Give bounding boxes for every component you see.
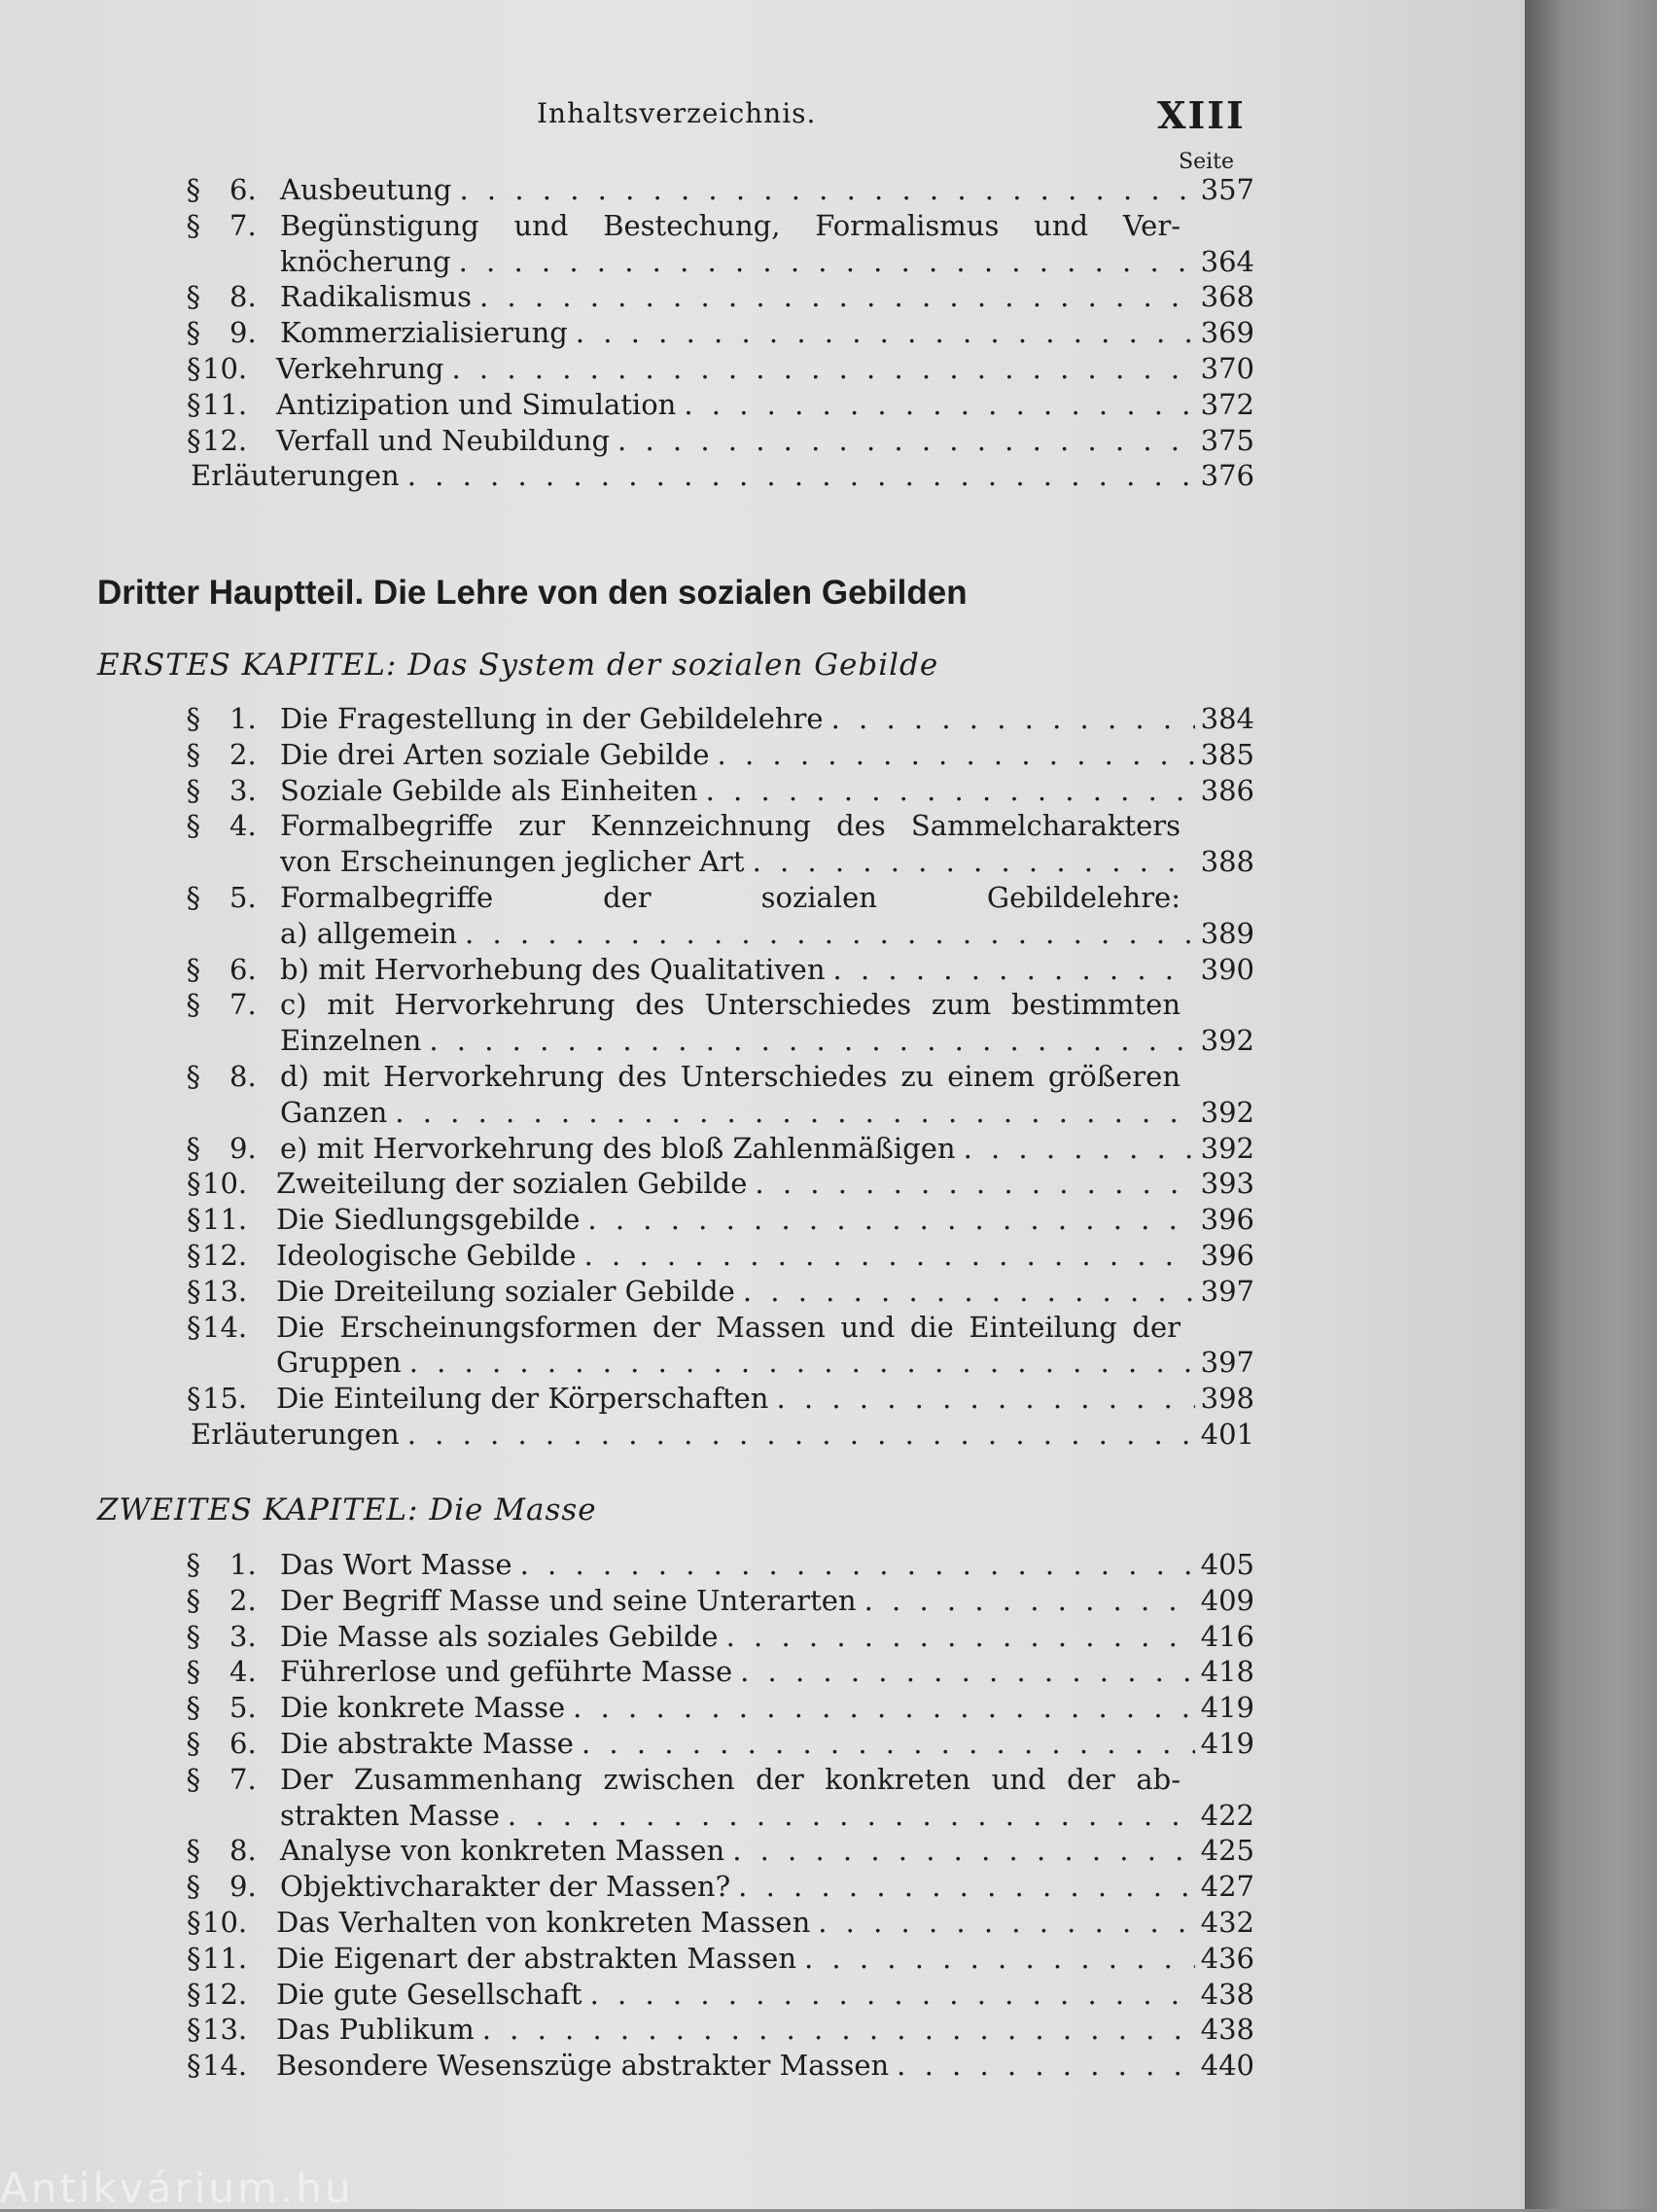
entry-title-line: [280, 702, 1254, 735]
entry-page: 386: [1200, 773, 1254, 807]
entry-title-line: [280, 845, 1254, 878]
entry-title: Die abstrakte Masse: [280, 1727, 574, 1760]
dot-leader: [574, 1727, 1195, 1760]
entry-page: 370: [1200, 352, 1254, 385]
entry-title: Die Masse als soziales Gebilde: [280, 1619, 719, 1653]
section-symbol: §: [187, 1977, 201, 2011]
entry-title-line: [280, 1620, 1254, 1653]
dot-leader: [824, 702, 1195, 735]
section-number: 4.: [229, 809, 257, 843]
section-number: 3.: [229, 1619, 257, 1653]
entry-page: 398: [1200, 1382, 1254, 1416]
section-symbol: §: [186, 1619, 200, 1653]
section-number: 5.: [229, 881, 257, 914]
entry-title-line: [276, 2013, 1254, 2046]
entry-title-continued: strakten Masse: [280, 1798, 500, 1832]
chapter-heading-1: ERSTES KAPITEL: Das System der sozialen Gebilde: [97, 648, 939, 683]
section-number: 4.: [229, 1655, 257, 1689]
dot-leader: [577, 1239, 1195, 1272]
entry-title-line: [280, 1132, 1254, 1165]
entry-title: Analyse von konkreten Massen: [280, 1834, 725, 1868]
entry-title: Verkehrung: [276, 352, 444, 385]
entry-title: Antizipation und Simulation: [276, 387, 677, 421]
dot-leader: [400, 1418, 1195, 1451]
entry-title: Verfall und Neubildung: [276, 423, 611, 457]
section-symbol: §: [186, 881, 200, 914]
entry-title-line: [280, 316, 1254, 349]
dot-leader: [745, 845, 1195, 878]
dot-leader: [796, 1942, 1195, 1975]
entry-title: Radikalismus: [280, 280, 472, 314]
section-number: 15.: [202, 1382, 248, 1416]
section-symbol: §: [187, 1906, 201, 1939]
entry-title: Das Verhalten von konkreten Massen: [276, 1906, 811, 1939]
dot-leader: [512, 1548, 1195, 1581]
dot-leader: [451, 173, 1194, 206]
entry-title-line: [280, 1691, 1254, 1724]
section-number: 9.: [229, 1131, 257, 1165]
entry-title: Die Eigenart der abstrakten Massen: [276, 1941, 796, 1975]
section-number: 11.: [202, 1203, 248, 1237]
running-title: Inhaltsverzeichnis.: [537, 97, 817, 129]
section-number: 9.: [229, 316, 257, 350]
section-number: 2.: [229, 1583, 257, 1617]
section-number: 7.: [229, 1762, 257, 1796]
entry-title-line: [276, 1346, 1254, 1379]
entry-title: Das Publikum: [276, 2013, 475, 2047]
section-number: 6.: [229, 952, 257, 986]
entry-title: Die gute Gesellschaft: [276, 1977, 582, 2011]
entry-title-line: [280, 738, 1254, 771]
entry-title: Kommerzialisierung: [280, 316, 568, 350]
entry-title-line: [280, 1727, 1254, 1760]
chapter-heading-2: ZWEITES KAPITEL: Die Masse: [97, 1492, 597, 1527]
entry-page: 416: [1200, 1619, 1254, 1653]
entry-page: 376: [1200, 459, 1254, 493]
entry-page: 384: [1200, 702, 1254, 735]
section-number: 12.: [202, 1977, 248, 2011]
section-number: 8.: [229, 1834, 257, 1868]
section-symbol: §: [186, 1131, 200, 1165]
entry-page: 397: [1200, 1274, 1254, 1308]
section-number: 2.: [229, 737, 257, 771]
entry-page: 396: [1200, 1239, 1254, 1272]
entry-page: 427: [1200, 1870, 1254, 1904]
entry-title: Ausbeutung: [280, 173, 452, 206]
entry-title: Ideologische Gebilde: [276, 1239, 577, 1272]
entry-title: Soziale Gebilde als Einheiten: [280, 773, 698, 807]
entry-title: Die Dreiteilung sozialer Gebilde: [276, 1274, 735, 1308]
entry-title: e) mit Hervorkehrung des bloß Zahlenmäßigen: [280, 1131, 956, 1165]
section-number: 9.: [229, 1870, 257, 1904]
entry-title: Formalbegriffe zur Kennzeichnung des Sammelcharakters: [280, 809, 1181, 843]
entry-title: Die Siedlungsgebilde: [276, 1203, 581, 1237]
entry-title: Die drei Arten soziale Gebilde: [280, 737, 710, 771]
dot-leader: [857, 1584, 1195, 1617]
entry-page: 390: [1200, 952, 1254, 986]
dot-leader: [956, 1132, 1195, 1165]
dot-leader: [400, 459, 1195, 492]
section-symbol: §: [186, 1762, 200, 1796]
section-number: 10.: [202, 1906, 248, 1939]
dot-leader: [698, 774, 1195, 807]
dot-leader: [402, 1346, 1195, 1379]
entry-title: Begünstigung und Bestechung, Formalismus und Ver-: [280, 208, 1181, 242]
entry-page: 419: [1200, 1691, 1254, 1725]
entry-page: 389: [1200, 916, 1254, 950]
section-symbol: §: [187, 387, 201, 421]
entry-page: 392: [1200, 1095, 1254, 1129]
section-number: 12.: [202, 1239, 248, 1272]
section-symbol: §: [186, 316, 200, 350]
entry-page: 392: [1200, 1024, 1254, 1058]
section-number: 11.: [202, 1941, 248, 1975]
section-number: 14.: [202, 1310, 248, 1344]
section-symbol: §: [187, 352, 201, 385]
entry-page: 440: [1200, 2049, 1254, 2083]
section-symbol: §: [187, 1941, 201, 1975]
entry-page: 397: [1200, 1346, 1254, 1380]
entry-title-line: [276, 352, 1254, 385]
section-symbol: §: [186, 773, 200, 807]
dot-leader: [730, 1870, 1194, 1903]
entry-title-line: [280, 1799, 1254, 1832]
dot-leader: [500, 1799, 1195, 1832]
entry-page: 405: [1200, 1548, 1254, 1581]
entry-title: Die Erscheinungsformen der Massen und die Einteilung der: [276, 1310, 1181, 1344]
entry-title: Der Begriff Masse und seine Unterarten: [280, 1583, 857, 1617]
entry-title-continued: Ganzen: [280, 1095, 388, 1129]
entry-title-line: [276, 2049, 1254, 2082]
section-number: 5.: [229, 1691, 257, 1725]
entry-page: 401: [1200, 1418, 1254, 1451]
dot-leader: [724, 1834, 1194, 1867]
section-symbol: §: [186, 173, 200, 206]
section-symbol: §: [187, 1167, 201, 1201]
section-symbol: §: [187, 2013, 201, 2047]
section-number: 3.: [229, 773, 257, 807]
section-number: 13.: [202, 2013, 248, 2047]
entry-title: Die konkrete Masse: [280, 1691, 566, 1725]
entry-title-continued: Einzelnen: [280, 1024, 422, 1058]
entry-title: c) mit Hervorkehrung des Unterschiedes zum bestimmten: [280, 988, 1181, 1022]
entry-title-line: [280, 1096, 1254, 1129]
entry-page: 375: [1200, 423, 1254, 457]
section-symbol: §: [186, 702, 200, 735]
section-symbol: §: [186, 809, 200, 843]
entry-title-line: [280, 953, 1254, 986]
dot-leader: [472, 280, 1195, 313]
entry-title-line: [276, 1906, 1254, 1939]
section-number: 13.: [202, 1274, 248, 1308]
dot-leader: [444, 352, 1195, 385]
section-symbol: §: [186, 1870, 200, 1904]
entry-page: 409: [1200, 1583, 1254, 1617]
dot-leader: [421, 1024, 1194, 1057]
entry-title: Zweiteilung der sozialen Gebilde: [276, 1167, 748, 1201]
section-number: 1.: [229, 1548, 257, 1581]
entry-title-line: [191, 1418, 1254, 1451]
entry-page: 385: [1200, 737, 1254, 771]
section-number: 10.: [202, 352, 248, 385]
entry-title: Die Fragestellung in der Gebildelehre: [280, 702, 824, 735]
entry-title: Die Einteilung der Körperschaften: [276, 1382, 769, 1416]
entry-title-line: [280, 774, 1254, 807]
dot-leader: [732, 1655, 1195, 1688]
section-symbol: §: [187, 1274, 201, 1308]
dot-leader: [768, 1382, 1194, 1415]
section-symbol: §: [186, 1834, 200, 1868]
entry-page: 372: [1200, 387, 1254, 421]
entry-page: 419: [1200, 1727, 1254, 1760]
entry-page: 418: [1200, 1655, 1254, 1689]
dot-leader: [475, 2013, 1195, 2046]
section-symbol: §: [187, 2049, 201, 2083]
entry-page: 368: [1200, 280, 1254, 314]
page-number: XIII: [1157, 93, 1246, 137]
entry-title: Erläuterungen: [191, 459, 400, 493]
entry-title-line: [276, 1203, 1254, 1236]
dot-leader: [719, 1620, 1195, 1653]
section-number: 14.: [202, 2049, 248, 2083]
entry-title-line: [280, 1834, 1254, 1867]
dot-leader: [735, 1275, 1195, 1308]
entry-page: 396: [1200, 1203, 1254, 1237]
section-symbol: §: [187, 423, 201, 457]
entry-title-line: [280, 917, 1254, 950]
section-symbol: §: [186, 280, 200, 314]
section-number: 10.: [202, 1167, 248, 1201]
entry-title: Formalbegriffe der sozialen Gebildelehre:: [280, 881, 1181, 914]
entry-title-line: [276, 1275, 1254, 1308]
entry-title-continued: a) allgemein: [280, 916, 458, 950]
section-symbol: §: [186, 988, 200, 1022]
section-number: 8.: [229, 1060, 257, 1093]
entry-page: 357: [1200, 173, 1254, 206]
entry-title-line: [191, 459, 1254, 492]
section-symbol: §: [187, 1203, 201, 1237]
entry-title-line: [280, 1584, 1254, 1617]
entry-page: 388: [1200, 845, 1254, 879]
section-number: 7.: [229, 208, 257, 242]
entry-title-line: [280, 245, 1254, 278]
section-number: 6.: [229, 173, 257, 206]
section-symbol: §: [187, 1239, 201, 1272]
entry-title-line: [276, 1382, 1254, 1415]
entry-title-line: [276, 1239, 1254, 1272]
section-symbol: §: [186, 1583, 200, 1617]
entry-page: 392: [1200, 1131, 1254, 1165]
entry-title-line: [280, 1548, 1254, 1581]
entry-page: 422: [1200, 1798, 1254, 1832]
entry-title-line: [276, 424, 1254, 457]
section-symbol: §: [187, 1382, 201, 1416]
section-symbol: §: [186, 208, 200, 242]
section-number: 8.: [229, 280, 257, 314]
dot-leader: [582, 1978, 1195, 2011]
section-number: 12.: [202, 423, 248, 457]
entry-title: Besondere Wesenszüge abstrakter Massen: [276, 2049, 890, 2083]
dot-leader: [747, 1167, 1194, 1200]
entry-title: Das Wort Masse: [280, 1548, 512, 1581]
entry-title-line: [280, 1870, 1254, 1903]
seite-label: Seite: [1179, 150, 1234, 174]
entry-page: 438: [1200, 1977, 1254, 2011]
entry-page: 364: [1200, 244, 1254, 278]
dot-leader: [580, 1203, 1194, 1236]
entry-page: 369: [1200, 316, 1254, 350]
section-symbol: §: [186, 1548, 200, 1581]
entry-title-continued: von Erscheinungen jeglicher Art: [280, 845, 745, 879]
dot-leader: [610, 424, 1195, 457]
dot-leader: [826, 953, 1195, 986]
entry-title-line: [280, 173, 1254, 206]
scan-background: [1525, 0, 1657, 2209]
section-symbol: §: [186, 952, 200, 986]
dot-leader: [451, 245, 1195, 278]
section-symbol: §: [186, 1655, 200, 1689]
dot-leader: [710, 738, 1195, 771]
section-symbol: §: [186, 737, 200, 771]
entry-title-line: [276, 1167, 1254, 1200]
entry-title-line: [276, 388, 1254, 421]
dot-leader: [457, 917, 1195, 950]
entry-title: b) mit Hervorhebung des Qualitativen: [280, 952, 826, 986]
watermark: Antikvárium.hu: [0, 2164, 354, 2212]
section-symbol: §: [186, 1727, 200, 1760]
entry-title-line: [276, 1942, 1254, 1975]
section-symbol: §: [186, 1691, 200, 1725]
dot-leader: [387, 1096, 1194, 1129]
entry-page: 432: [1200, 1906, 1254, 1939]
section-number: 11.: [202, 387, 248, 421]
entry-title: d) mit Hervorkehrung des Unterschiedes zu einem größeren: [280, 1060, 1181, 1093]
entry-title-line: [280, 1024, 1254, 1057]
section-number: 6.: [229, 1727, 257, 1760]
entry-page: 393: [1200, 1167, 1254, 1201]
section-symbol: §: [187, 1310, 201, 1344]
entry-title-line: [280, 280, 1254, 313]
entry-page: 425: [1200, 1834, 1254, 1868]
entry-title-line: [276, 1978, 1254, 2011]
entry-page: 438: [1200, 2013, 1254, 2047]
entry-page: 436: [1200, 1941, 1254, 1975]
entry-title-continued: knöcherung: [280, 244, 451, 278]
dot-leader: [889, 2049, 1194, 2082]
dot-leader: [676, 388, 1194, 421]
section-number: 7.: [229, 988, 257, 1022]
entry-title: Der Zusammenhang zwischen der konkreten und der ab-: [280, 1762, 1181, 1796]
entry-title: Führerlose und geführte Masse: [280, 1655, 733, 1689]
dot-leader: [810, 1906, 1194, 1939]
dot-leader: [568, 316, 1195, 349]
entry-title: Objektivcharakter der Massen?: [280, 1870, 731, 1904]
part-title: Dritter Hauptteil. Die Lehre von den sozialen Gebilden: [97, 574, 968, 612]
section-symbol: §: [186, 1060, 200, 1093]
section-number: 1.: [229, 702, 257, 735]
entry-title: Erläuterungen: [191, 1418, 400, 1451]
dot-leader: [565, 1691, 1194, 1724]
entry-title-line: [280, 1655, 1254, 1688]
entry-title-continued: Gruppen: [276, 1346, 402, 1380]
